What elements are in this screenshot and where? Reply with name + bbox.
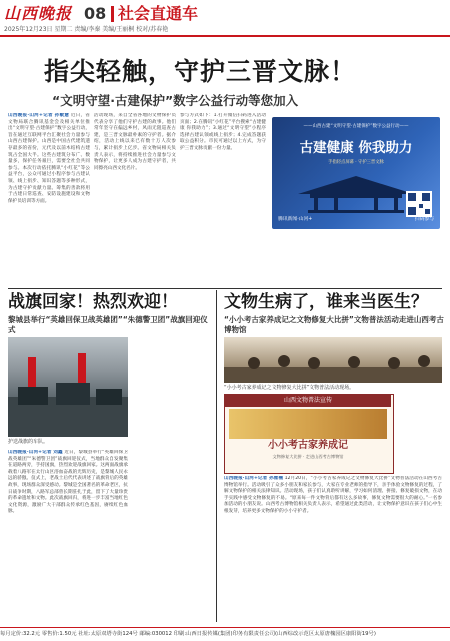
main-article-col1 [8, 113, 90, 313]
promo-footer [278, 216, 434, 224]
article2-body-col1 [8, 450, 128, 622]
artifact-icon [229, 409, 387, 439]
section-title: 社会直通车 [118, 4, 199, 23]
main-article-col3-text: 参与方式如下：1.打开微信扫码进入活动页面；2.在腾讯“小红花”平台搜索“古建健康 你我助力”；3.通过“文明守望”小程序选择古建认领或线上捐步；4.完成答题获取公益积分。市民可通过以上方式，为守护三晋文脉贡献一份力量。 [180, 113, 266, 151]
column-divider [216, 290, 217, 622]
masthead [0, 0, 450, 32]
section-divider [111, 6, 114, 22]
promo-big-title: 古建健康 你我助力 [299, 140, 413, 156]
article2-title: 战旗回家！热烈欢迎！ [8, 292, 178, 312]
promo-top-text: ——山西古建“文明守望·古建保护”数字公益行动—— [303, 124, 409, 129]
qr-code-icon[interactable] [406, 191, 432, 217]
article3-subhead: “小小考古家养成记之文物修复大比拼”文物普法活动走进山西考古博物馆 [224, 315, 444, 334]
article3-lead: 山西晚报·山河+记者 孙雅楠 [224, 476, 284, 481]
article3-title: 文物生病了，谁来当医生？ [224, 292, 428, 312]
article2-photo [8, 337, 128, 437]
article2-caption: 护送战旗的车队。 [8, 439, 49, 445]
article2-lead: 山西晚报·山河+记者 刘鑫 [8, 450, 63, 455]
promo-subtitle: 手指轻点屏幕 · 守护三晋文脉 [328, 160, 384, 165]
promo-footer-text: 腾讯新闻·山河+ [278, 217, 313, 222]
article3-body-text: 12月20日，“小小考古家养成记之文物修复大比拼”文物普法活动在山西考古博物馆举行。活动吸引了众多小朋友和家长参与，大家在专业老师的指导下，亲手体验文物修复的过程，了解文物保护的相关法律知识。活动现场，孩子们认真聆听讲解，学习如何清理、拼接、修复破损文物，在动手实践中感受文物修复的不易。“原来每一件文物背后都有这么多故事，修复文物需要很大的耐心。”一名参加活动的小朋友说。山西考古博物馆相关负责人表示，希望通过此类活动，让文物保护意识在孩子们心中生根发芽，培养更多文物保护的小小守护者。 [224, 476, 442, 514]
article3-caption: “小小考古家养成记之文物修复大比拼”文物普法活动现场。 [224, 385, 355, 391]
page-footer: 每月定价:32.2元 零售价:1.50元 社址:太原双塔寺街124号 邮编:030012 印刷:山西日报传媒(集团)印务有限责任公司(山西综改示范区太原唐槐园区康阳街19号) [0, 627, 450, 641]
article3-box-header: 山西文物普法宣传 [225, 395, 391, 407]
article3-body [224, 476, 442, 622]
promo-image [272, 117, 440, 229]
newspaper-logo: 山西晚报 [4, 4, 73, 23]
main-article-col1-text: 近日，省文物局联合腾讯基金会及相关单位推出“文明守望·古建保护”数字公益行动，旨在通过互联网平台汇聚社会力量参与山西古建保护。山西是中国古代建筑遗存最多的省份，元代及以前木结构古建筑占全国大半。这些古建筑分布广、数量多，保护任务艰巨，需要全社会共同参与。本次行动依托腾讯“小红花”等公益平台，公众可通过小程序参与古建认领、线上捐步、知识答题等多种形式，为古建守护贡献力量。筹集的善款将用于古建日常巡查、安防设施建设和文物保护员培训等方面。 [8, 113, 90, 204]
article3-photo [224, 337, 442, 383]
main-subhead: “文明守望·古建保护”数字公益行动等您加入 [52, 93, 299, 108]
main-article-col2-text: 活动现场，来自全省各地的文物保护员代表分享了他们守护古建的故事。他们常年坚守在偏远乡村，风雨无阻巡查古建，是三晋文脉最朴素的守护者。据介绍，活动上线以来已有数十万人次参与，累计捐步上亿步。省文物局相关负责人表示，将持续推进社会力量参与文物保护，让更多人成为古建守护者，共同擦亮山西文化名片。 [94, 113, 176, 171]
article3-box-sub: 文物修复大比拼 · 走进山西考古博物馆 [272, 454, 344, 459]
main-article-lead: 山西晚报·山河+记者 孙敏慧 [8, 113, 70, 118]
section-separator [8, 288, 442, 289]
page-number: 08 [84, 4, 107, 23]
article3-box-title: 小小考古家养成记 [268, 440, 348, 451]
edition-info: 2025年12月23日 星期二 责编/李秦 美编/王丽桐 校对/苏春艳 [4, 26, 169, 33]
main-headline: 指尖轻触，守护三晋文脉！ [44, 57, 357, 86]
article2-subhead: 黎城县举行“英雄回保卫战英雄团”“朱德警卫团”战旗回迎仪式 [8, 315, 208, 334]
article3-promo-box [224, 394, 394, 474]
main-article-col3 [180, 113, 266, 313]
masthead-rule [0, 35, 450, 37]
main-article-col2 [94, 113, 176, 313]
article2-body-text: 近日，黎城县举行“英雄回保卫战英雄团”“朱德警卫团”战旗回迎仪式，当地群众自发聚集在道路两旁，手持国旗，热烈欢迎战旗回家。这两面战旗承载着八路军在太行山区浴血奋战的光辉历史，是黎城人民永远的骄傲。仪式上，老战士后代代表讲述了战旗背后的英雄故事，现场群众深受感动。黎城是全国著名的革命老区，抗日战争时期，八路军总部曾长期驻扎于此，留下了大量珍贵的革命遗址和文物。此次战旗回归，将进一步丰富当地红色文化资源，激励广大干部群众传承红色基因，赓续红色血脉。 [8, 450, 128, 515]
promo-qr-label: 扫码参与 [414, 217, 434, 222]
